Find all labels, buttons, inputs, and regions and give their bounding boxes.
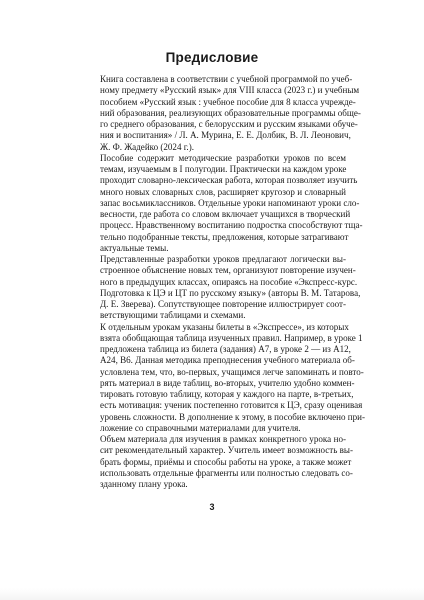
paragraph [88,74,361,153]
text-line: ветствующими таблицами и схемами. [100,310,246,321]
text-line: взята обобщающая таблица изученных правил. Например, в уроке 1 [100,332,363,343]
text-line: зданному плану урока. [100,479,188,489]
text-line: есть мотивация: ученик постепенно готовится к ЦЭ, сразу оценивая [100,400,363,411]
text-line: процесс. Нравственному воспитанию подростка способствуют тща- [100,220,363,231]
text-line: Представленные разработки уроков предлагают логически вы- [100,254,346,264]
text-line: строенное объяснение новых тем, организуют повторение изучен- [100,265,356,276]
text-line: Пособие содержит методические разработки уроков по всем [100,152,346,163]
text-line: ний образования, реализующих образовательные программы обще- [100,107,361,118]
body-text [88,74,366,490]
text-line: пособием «Русский язык : учебное пособие для 8 класса учрежде- [100,96,356,107]
paragraph [88,254,361,322]
text-line: брать формы, приёмы и способы работы на уроке, а также может [100,456,352,467]
paragraph [88,434,353,490]
text-line: проходит словарно-лексическая работа, которая позволяет изучить [100,175,358,186]
text-line: ния и воспитания» / Л. А. Мурина, Е. Е. Долбик, В. Л. Леонович, [100,130,351,141]
text-line: К отдельным урокам указаны билеты в «Экспрессе», из которых [100,321,349,332]
text-line: условлена тем, что, во-первых, учащимся легче запоминать и повто- [100,366,364,377]
text-line: предложена таблица из билета (задания) А7, в уроке 2 — из А12, [100,344,351,354]
text-line: Книга составлена в соответствии с учебной программой по учеб- [100,74,353,84]
text-line: Ж. Ф. Жадейко (2024 г.). [100,141,194,152]
paragraph [88,321,366,435]
page-number: 3 [209,502,215,512]
text-line: Подготовка к ЦЭ и ЦТ по русскому языку» (авторы В. М. Татарова, [100,287,361,298]
text-line: тельно подобранные тексты, предложения, которые затрагивают [100,231,349,242]
text-line: использовать отдельные фрагменты или полностью следовать со- [100,467,353,478]
text-line: актуальные темы. [100,242,169,253]
text-line: ложение со справочными материалами для учителя. [100,422,301,433]
text-line: рять материал в виде таблиц, во-вторых, учителю удобно коммен- [100,377,355,388]
text-line: го среднего образования, с белорусским и русским языками обуче- [100,119,358,129]
text-line: ного в предыдущих классах, опираясь на пособие «Экспресс-курс. [100,276,358,287]
page-bottom-edge [0,588,424,600]
text-line: запас восьмиклассников. Отдельные уроки напоминают уроки сло- [100,197,360,208]
text-line: ному предмету «Русский язык» для VIII класса (2023 г.) и учебным [100,85,360,96]
text-line: весности, где работа со словом включает учащихся в творческий [100,209,351,219]
page-title: Предисловие [165,50,259,65]
text-line: Д. Е. Зверева). Сопутствующее повторение иллюстрирует соот- [100,299,346,309]
paragraph [88,152,363,254]
text-line: А24, В6. Данная методика преподнесения учебного материала об- [100,355,355,366]
text-line: много новых словарных слов, расширяет кругозор и словарный [100,186,346,197]
text-line: сит рекомендательный характер. Учитель имеет возможность вы- [100,445,353,456]
text-line: тировать готовую таблицу, которая у каждого на парте, в-третьих, [100,389,354,399]
text-line: темам, изучаемым в I полугодии. Практически на каждом уроке [100,164,347,174]
text-line: Объем материала для изучения в рамках конкретного урока но- [100,434,346,444]
text-line: уровень сложности. В дополнение к этому, в пособие включено при- [100,411,366,422]
